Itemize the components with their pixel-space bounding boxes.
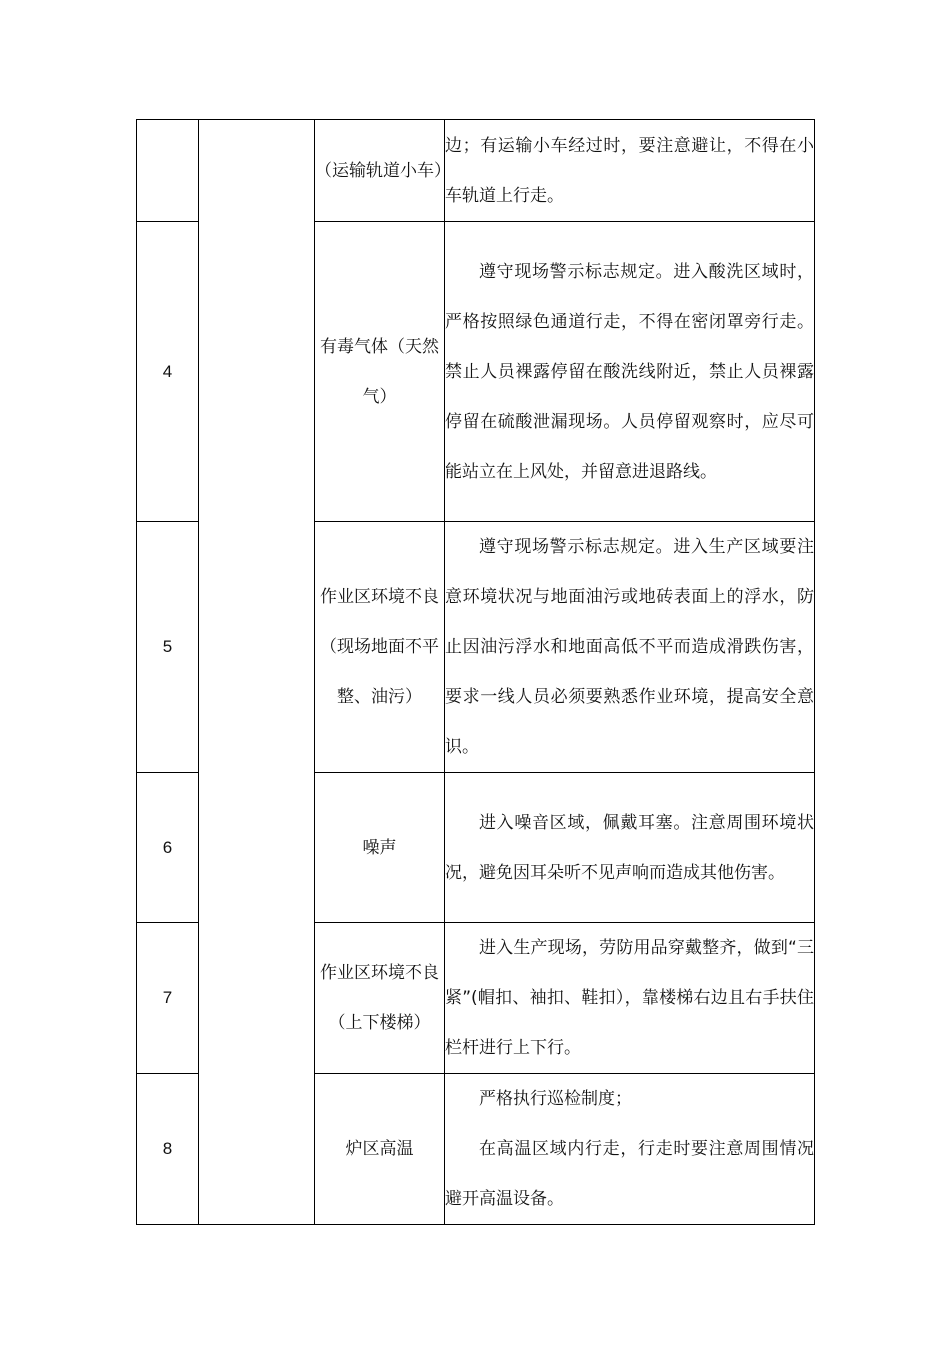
measures-cell <box>445 222 815 522</box>
measures-cell <box>445 522 815 773</box>
row-number: 7 <box>137 923 199 1074</box>
hazard-cell: 噪声 <box>315 773 445 923</box>
measure-text: 遵守现场警示标志规定。进入酸洗区域时，严格按照绿色通道行走，不得在密闭罩旁行走。禁止人员裸露停留在酸洗线附近，禁止人员裸露停留在硫酸泄漏现场。人员停留观察时，应尽可能站立在上风处，并留意进退路线。 <box>445 261 814 482</box>
hazard-table <box>136 119 815 1225</box>
hazard-cell: （运输轨道小车） <box>315 120 445 222</box>
row-number <box>137 120 199 222</box>
measure-text: 进入生产现场，劳防用品穿戴整齐，做到“三紧”(帽扣、袖扣、鞋扣），靠楼梯右边且右手扶住栏杆进行上下行。 <box>445 938 814 1058</box>
measure-text: 在高温区域内行走，行走时要注意周围情况避开高温设备。 <box>445 1139 814 1209</box>
measures-cell <box>445 120 815 222</box>
measures-cell <box>445 773 815 923</box>
row-number: 5 <box>137 522 199 773</box>
row-number: 6 <box>137 773 199 923</box>
measure-text: 严格执行巡检制度； <box>479 1089 632 1109</box>
hazard-cell: 作业区环境不良（现场地面不平整、油污） <box>315 522 445 773</box>
hazard-cell: 有毒气体（天然气） <box>315 222 445 522</box>
merged-category-cell <box>199 120 315 1225</box>
table-row <box>137 120 815 222</box>
measure-text: 遵守现场警示标志规定。进入生产区域要注意环境状况与地面油污或地砖表面上的浮水，防止因油污浮水和地面高低不平而造成滑跌伤害，要求一线人员必须要熟悉作业环境，提高安全意识。 <box>445 537 814 757</box>
hazard-cell: 作业区环境不良（上下楼梯） <box>315 923 445 1074</box>
row-number: 4 <box>137 222 199 522</box>
measures-cell <box>445 1074 815 1225</box>
measure-text: 进入噪音区域，佩戴耳塞。注意周围环境状况，避免因耳朵听不见声响而造成其他伤害。 <box>445 812 814 883</box>
measure-text: 边；有运输小车经过时，要注意避让，不得在小车轨道上行走。 <box>445 135 814 206</box>
measures-cell <box>445 923 815 1074</box>
hazard-cell: 炉区高温 <box>315 1074 445 1225</box>
row-number: 8 <box>137 1074 199 1225</box>
